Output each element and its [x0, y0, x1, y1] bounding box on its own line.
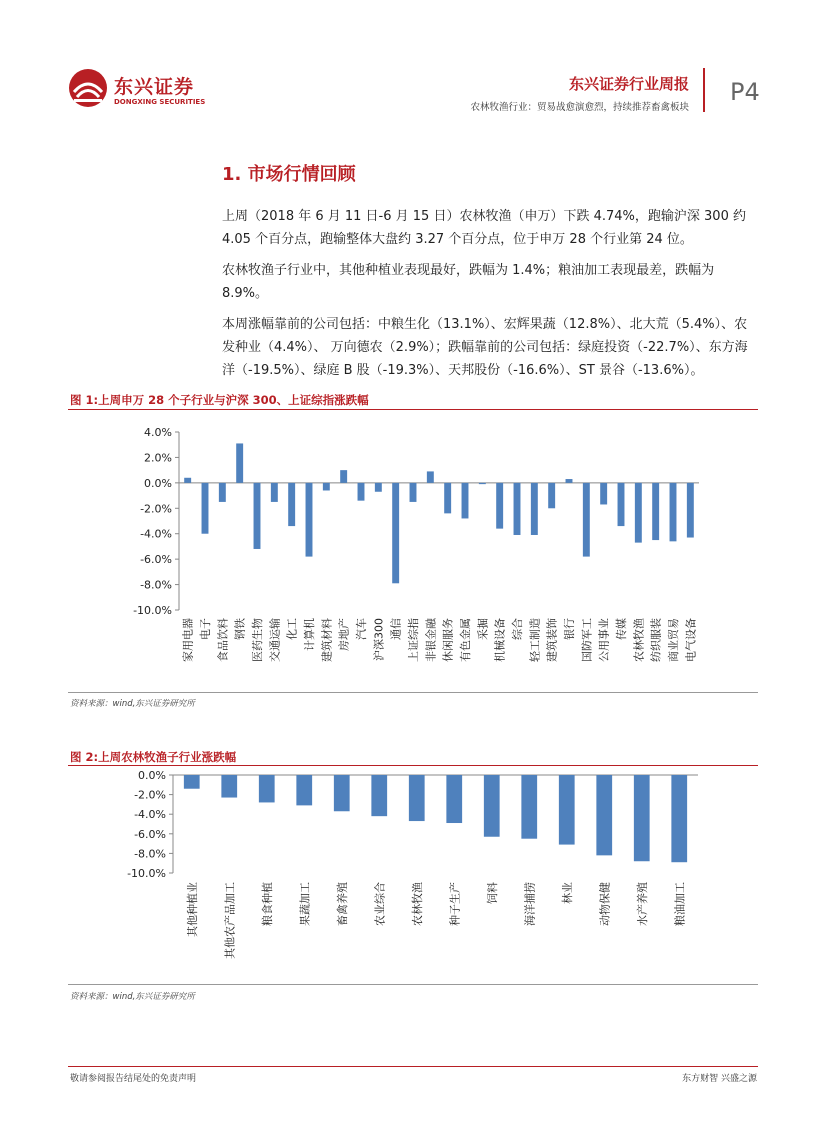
company-logo-icon	[68, 68, 108, 108]
bar	[236, 443, 243, 482]
x-tick-label: 休闲服务	[441, 618, 455, 662]
section-title: 1. 市场行情回顾	[222, 164, 356, 185]
x-tick-label: 家用电器	[181, 618, 195, 662]
bar	[462, 483, 469, 519]
bar	[409, 775, 425, 821]
x-tick-label: 建筑材料	[320, 618, 334, 662]
bar	[444, 483, 451, 514]
bar	[687, 483, 694, 538]
bar	[221, 775, 237, 798]
bar	[531, 483, 538, 535]
bar	[514, 483, 521, 535]
bar	[371, 775, 387, 816]
x-tick-label: 纺织服装	[649, 618, 663, 662]
report-title: 东兴证券行业周报	[568, 75, 689, 93]
bar	[671, 775, 687, 862]
x-tick-label: 综合	[511, 618, 524, 640]
bar	[559, 775, 575, 845]
y-tick-label: -10.0%	[127, 867, 166, 880]
footer-slogan: 东方财智 兴盛之源	[682, 1074, 757, 1084]
x-tick-label: 采掘	[476, 618, 490, 640]
bar	[634, 775, 650, 861]
x-tick-label: 有色金属	[459, 618, 472, 662]
bar	[446, 775, 462, 823]
x-tick-label: 公用事业	[597, 618, 611, 662]
figure-1-source-rule	[68, 692, 758, 693]
x-tick-label: 商业贸易	[667, 618, 680, 662]
x-tick-label: 电子	[199, 618, 212, 640]
x-tick-label: 轻工制造	[528, 618, 542, 662]
x-tick-label: 种子生产	[448, 882, 462, 926]
y-tick-label: 2.0%	[144, 451, 172, 465]
y-tick-label: -2.0%	[134, 788, 166, 802]
x-tick-label: 建筑装饰	[545, 618, 559, 662]
y-tick-label: -2.0%	[140, 502, 172, 516]
page-number: P4	[730, 78, 760, 106]
x-tick-label: 非银金融	[424, 618, 438, 662]
x-tick-label: 电气设备	[684, 618, 698, 662]
bar	[288, 483, 295, 526]
bar	[652, 483, 659, 540]
x-tick-label: 粮油加工	[673, 882, 687, 926]
figure-2-title: 图 2:上周农林牧渔子行业涨跌幅	[70, 750, 237, 764]
bar	[521, 775, 537, 839]
header-divider	[703, 68, 705, 112]
y-tick-label: -8.0%	[134, 847, 166, 861]
y-tick-label: -4.0%	[134, 808, 166, 822]
bar	[296, 775, 312, 805]
figure-2-source-rule	[68, 984, 758, 985]
bar	[375, 483, 382, 492]
x-tick-label: 畜禽养殖	[335, 882, 349, 926]
x-tick-label: 其他种植业	[185, 882, 199, 937]
figure-1-title: 图 1:上周申万 28 个子行业与沪深 300、上证综指涨跌幅	[70, 393, 369, 407]
x-tick-label: 农业综合	[373, 882, 387, 926]
x-tick-label: 通信	[389, 618, 403, 640]
y-tick-label: 4.0%	[144, 426, 172, 439]
x-tick-label: 农林牧渔	[410, 882, 424, 926]
bar	[340, 470, 347, 483]
bar	[358, 483, 365, 501]
bar	[323, 483, 330, 491]
y-tick-label: -6.0%	[140, 553, 172, 567]
bar	[618, 483, 625, 526]
bar	[670, 483, 677, 541]
x-tick-label: 钢铁	[233, 618, 247, 640]
report-subtitle: 农林牧渔行业：贸易战愈演愈烈，持续推荐畜禽板块	[470, 102, 689, 113]
x-tick-label: 水产养殖	[635, 882, 649, 926]
paragraph: 农林牧渔子行业中，其他种植业表现最好，跌幅为 1.4%；粮油加工表现最差，跌幅为 8.9%。	[222, 263, 715, 301]
x-tick-label: 食品饮料	[216, 618, 230, 662]
bar	[496, 483, 503, 529]
y-tick-label: -6.0%	[134, 827, 166, 841]
y-tick-label: -4.0%	[140, 527, 172, 541]
x-tick-label: 银行	[563, 618, 576, 640]
logo-english-text: DONGXING SECURITIES	[114, 98, 206, 106]
x-tick-label: 沪深300	[372, 618, 386, 661]
figure-1-chart	[68, 412, 758, 692]
x-tick-label: 上证综指	[407, 618, 420, 662]
bar	[219, 483, 226, 502]
logo-text: 东兴证券	[114, 76, 195, 98]
x-tick-label: 汽车	[355, 618, 368, 640]
bar	[596, 775, 612, 855]
bar	[202, 483, 209, 534]
bar	[271, 483, 278, 502]
y-tick-label: 0.0%	[144, 476, 172, 490]
x-tick-label: 果蔬加工	[298, 882, 312, 926]
bar	[254, 483, 261, 549]
bar	[184, 478, 191, 483]
x-tick-label: 房地产	[337, 618, 351, 651]
x-tick-label: 医药生物	[251, 618, 264, 662]
x-tick-label: 化工	[285, 618, 299, 640]
bar	[410, 483, 417, 502]
figure-2-source: 资料来源：wind,东兴证券研究所	[70, 992, 195, 1002]
x-tick-label: 传媒	[615, 618, 628, 640]
bar	[334, 775, 350, 811]
y-tick-label: -8.0%	[140, 578, 172, 592]
footer-disclaimer: 敬请参阅报告结尾处的免责声明	[70, 1074, 197, 1084]
bar	[635, 483, 642, 543]
bar	[484, 775, 500, 837]
bar	[259, 775, 275, 802]
bar	[392, 483, 399, 583]
x-tick-label: 农林牧渔	[632, 618, 646, 662]
bar	[184, 775, 200, 789]
bar	[566, 479, 573, 483]
x-tick-label: 林业	[560, 882, 574, 904]
bar	[548, 483, 555, 508]
figure-1-rule	[68, 409, 758, 410]
bar	[600, 483, 607, 505]
x-tick-label: 机械设备	[493, 618, 507, 662]
bar	[479, 483, 486, 484]
figure-2-chart	[68, 766, 758, 984]
x-tick-label: 其他农产品加工	[223, 882, 237, 959]
paragraph: 本周涨幅靠前的公司包括：中粮生化（13.1%）、宏辉果蔬（12.8%）、北大荒（5.4%）、农发种业（4.4%）、 万向德农（2.9%）；跌幅靠前的公司包括：绿庭投资（-22.7%）、东方海洋（-19.5%）、绿庭 B 股（-19.3%）、天邦股份（-16.6%）、ST 景谷（-13.6%）。	[222, 317, 748, 378]
figure-1-source: 资料来源：wind,东兴证券研究所	[70, 699, 195, 709]
paragraph: 上周（2018 年 6 月 11 日-6 月 15 日）农林牧渔（申万）下跌 4.74%，跑输沪深 300 约 4.05 个百分点，跑输整体大盘约 3.27 个百分点，位于申万 28 个行业第 24 位。	[222, 209, 746, 247]
x-tick-label: 动物保健	[598, 882, 612, 926]
y-tick-label: 0.0%	[138, 769, 166, 782]
bar	[583, 483, 590, 557]
x-tick-label: 计算机	[303, 618, 316, 651]
x-tick-label: 海洋捕捞	[523, 882, 537, 926]
bar	[427, 471, 434, 482]
x-tick-label: 饲料	[485, 882, 499, 904]
x-tick-label: 交通运输	[268, 618, 282, 662]
footer-rule	[68, 1066, 758, 1067]
x-tick-label: 粮食种植	[260, 882, 274, 926]
bar	[306, 483, 313, 557]
y-tick-label: -10.0%	[133, 604, 172, 617]
x-tick-label: 国防军工	[580, 618, 594, 662]
